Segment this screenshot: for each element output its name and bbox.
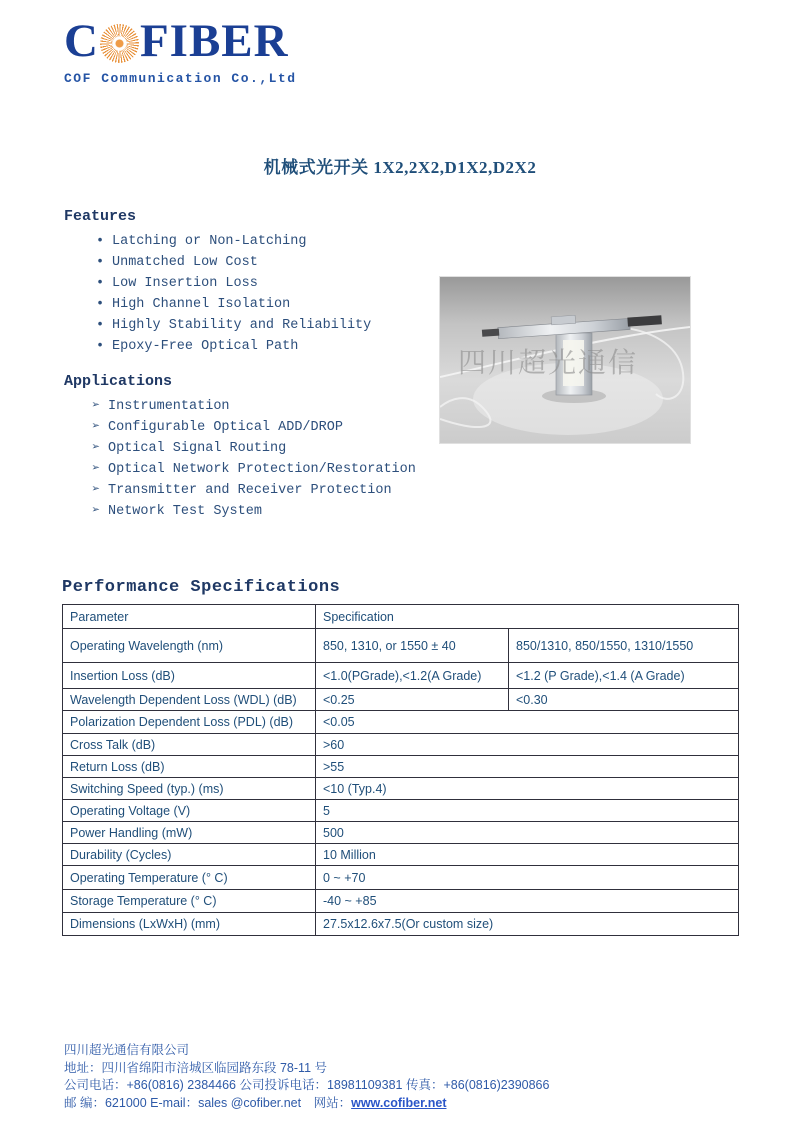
arrow-bullet-icon: ➢ [91,504,101,519]
company-tagline: COF Communication Co.,Ltd [64,71,297,86]
application-text: Configurable Optical ADD/DROP [108,420,343,435]
list-item [64,480,416,501]
dot-bullet-icon: • [95,318,105,333]
application-text: Network Test System [108,504,262,519]
list-item [64,438,416,459]
spec-value-cell: 850, 1310, or 1550 ± 40 [316,629,509,663]
spec-value-cell: 5 [316,800,739,822]
website-link[interactable]: www.cofiber.net [351,1095,447,1110]
feature-text: Latching or Non-Latching [112,234,307,249]
brand-wordmark [64,16,297,66]
company-logo [64,16,297,86]
feature-text: Unmatched Low Cost [112,255,258,270]
spec-param-cell: Operating Voltage (V) [63,800,316,822]
spec-value-cell: <0.05 [316,711,739,734]
arrow-bullet-icon: ➢ [91,462,101,477]
feature-text: Epoxy-Free Optical Path [112,339,299,354]
list-item [64,273,371,294]
table-header-row [63,605,739,629]
table-row [63,663,739,689]
specs-heading: Performance Specifications [62,578,341,597]
col-header-parameter: Parameter [63,605,316,629]
application-text: Optical Network Protection/Restoration [108,462,416,477]
spec-param-cell: Storage Temperature (° C) [63,890,316,913]
sunburst-logo-icon [100,24,139,63]
spec-value-cell: >55 [316,756,739,778]
spec-value-cell: 10 Million [316,844,739,866]
list-item [64,252,371,273]
spec-param-cell: Durability (Cycles) [63,844,316,866]
product-photo [440,277,690,443]
photo-watermark: 四川超光通信 [458,347,639,378]
spec-param-cell: Polarization Dependent Loss (PDL) (dB) [63,711,316,734]
applications-list [64,396,416,522]
specs-section [62,578,738,936]
footer-address: 地址：四川省绵阳市涪城区临园路东段 78-11 号 [64,1060,327,1075]
col-header-specification: Specification [316,605,739,629]
arrow-bullet-icon: ➢ [91,420,101,435]
spec-param-cell: Return Loss (dB) [63,756,316,778]
application-text: Optical Signal Routing [108,441,287,456]
application-text: Transmitter and Receiver Protection [108,483,392,498]
list-item [64,501,416,522]
spec-param-cell: Cross Talk (dB) [63,734,316,756]
table-row [63,689,739,711]
table-row [63,800,739,822]
spec-param-cell: Wavelength Dependent Loss (WDL) (dB) [63,689,316,711]
table-row [63,890,739,913]
table-row [63,866,739,890]
spec-value-cell: <1.0(PGrade),<1.2(A Grade) [316,663,509,689]
spec-value-cell: <1.2 (P Grade),<1.4 (A Grade) [509,663,739,689]
dot-bullet-icon: • [95,276,105,291]
spec-value-cell: <0.25 [316,689,509,711]
spec-value-cell: <10 (Typ.4) [316,778,739,800]
spec-value-cell: 500 [316,822,739,844]
dot-bullet-icon: • [95,234,105,249]
spec-param-cell: Insertion Loss (dB) [63,663,316,689]
spec-value-cell: -40 ~ +85 [316,890,739,913]
arrow-bullet-icon: ➢ [91,441,101,456]
table-row [63,778,739,800]
feature-text: High Channel Isolation [112,297,291,312]
list-item [64,231,371,252]
spec-value-cell: >60 [316,734,739,756]
optical-switch-photo-illustration [440,277,690,443]
list-item [64,396,416,417]
applications-section [64,373,416,522]
spec-value-cell: 850/1310, 850/1550, 1310/1550 [509,629,739,663]
feature-text: Low Insertion Loss [112,276,258,291]
dot-bullet-icon: • [95,255,105,270]
table-row [63,822,739,844]
table-row [63,844,739,866]
spec-param-cell: Dimensions (LxWxH) (mm) [63,913,316,936]
list-item [64,315,371,336]
features-section [64,208,371,357]
brand-letter-c: C [64,15,99,67]
table-row [63,913,739,936]
brand-letters-fiber: FIBER [139,15,289,67]
applications-heading: Applications [64,373,173,390]
list-item [64,294,371,315]
footer-contact-line [64,1095,724,1113]
arrow-bullet-icon: ➢ [91,483,101,498]
footer-phones: 公司电话：+86(0816) 2384466 公司投诉电话：18981109381 传真：+86(0816)2390866 [64,1078,550,1092]
table-row [63,711,739,734]
features-heading: Features [64,208,137,225]
dot-bullet-icon: • [95,339,105,354]
table-row [63,756,739,778]
spec-value-cell: 0 ~ +70 [316,866,739,890]
table-row [63,629,739,663]
list-item [64,459,416,480]
page-title: 机械式光开关 1X2,2X2,D1X2,D2X2 [263,158,537,177]
application-text: Instrumentation [108,399,230,414]
spec-param-cell: Operating Wavelength (nm) [63,629,316,663]
features-list [64,231,371,357]
footer-company-name: 四川超光通信有限公司 [64,1043,190,1057]
footer [64,1042,724,1112]
spec-param-cell: Power Handling (mW) [63,822,316,844]
list-item [64,336,371,357]
dot-bullet-icon: • [95,297,105,312]
list-item [64,417,416,438]
spec-value-cell: <0.30 [509,689,739,711]
footer-email-text: 邮 编：621000 E-mail：sales @cofiber.net 网站： [64,1095,352,1110]
feature-text: Highly Stability and Reliability [112,318,372,333]
table-row [63,734,739,756]
spec-value-cell: 27.5x12.6x7.5(Or custom size) [316,913,739,936]
spec-param-cell: Switching Speed (typ.) (ms) [63,778,316,800]
arrow-bullet-icon: ➢ [91,399,101,414]
spec-table [62,604,739,936]
spec-param-cell: Operating Temperature (° C) [63,866,316,890]
